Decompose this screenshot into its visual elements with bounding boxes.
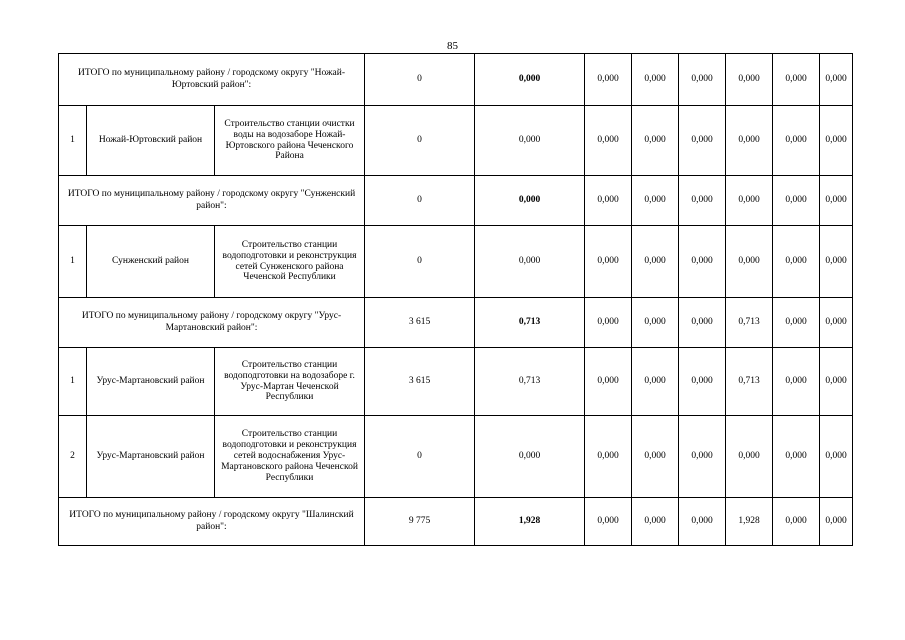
- value-cell: 0,000: [820, 416, 853, 498]
- district-cell: Урус-Мартановский район: [87, 348, 215, 416]
- value-cell: 0,000: [773, 416, 820, 498]
- value-cell: 0: [365, 176, 475, 226]
- value-cell: 0: [365, 226, 475, 298]
- total-row: [59, 176, 853, 226]
- value-cell: 0,000: [585, 176, 632, 226]
- row-number: 1: [59, 226, 87, 298]
- value-cell: 0,000: [585, 416, 632, 498]
- district-cell: Урус-Мартановский район: [87, 416, 215, 498]
- value-cell: 0,000: [585, 348, 632, 416]
- value-cell: 0,000: [726, 176, 773, 226]
- value-cell: 0,000: [632, 106, 679, 176]
- value-cell: 0,000: [585, 498, 632, 546]
- value-cell: 0,000: [773, 176, 820, 226]
- value-cell: 0,000: [773, 298, 820, 348]
- value-cell: 0,000: [773, 498, 820, 546]
- project-cell: Строительство станции водоподготовки и реконструкция сетей Сунженского района Чеченской Республики: [215, 226, 365, 298]
- value-cell: 1,928: [475, 498, 585, 546]
- budget-table: [58, 53, 853, 546]
- value-cell: 0,000: [726, 54, 773, 106]
- value-cell: 0,000: [585, 106, 632, 176]
- total-row: [59, 298, 853, 348]
- total-label: ИТОГО по муниципальному району / городскому округу "Шалинский район":: [59, 498, 365, 546]
- table-row: [59, 348, 853, 416]
- value-cell: 0,000: [820, 348, 853, 416]
- value-cell: 0,000: [726, 106, 773, 176]
- value-cell: 0,000: [820, 298, 853, 348]
- district-cell: Сунженский район: [87, 226, 215, 298]
- value-cell: 3 615: [365, 298, 475, 348]
- value-cell: 0,000: [773, 106, 820, 176]
- page-number: 85: [447, 40, 458, 52]
- value-cell: 0,000: [679, 498, 726, 546]
- value-cell: 0,000: [632, 54, 679, 106]
- value-cell: 0,000: [679, 176, 726, 226]
- value-cell: 9 775: [365, 498, 475, 546]
- value-cell: 0,713: [475, 298, 585, 348]
- value-cell: 0,000: [632, 176, 679, 226]
- total-row: [59, 498, 853, 546]
- value-cell: 0,000: [679, 106, 726, 176]
- value-cell: 0,000: [679, 298, 726, 348]
- total-row: [59, 54, 853, 106]
- value-cell: 0,000: [726, 416, 773, 498]
- value-cell: 0,000: [475, 106, 585, 176]
- project-cell: Строительство станции водоподготовки на водозаборе г. Урус-Мартан Чеченской Республики: [215, 348, 365, 416]
- value-cell: 0: [365, 54, 475, 106]
- value-cell: 0,000: [632, 298, 679, 348]
- total-label: ИТОГО по муниципальному району / городскому округу "Ножай-Юртовский район":: [59, 54, 365, 106]
- table-row: [59, 416, 853, 498]
- value-cell: 0,000: [679, 416, 726, 498]
- project-cell: Строительство станции водоподготовки и реконструкция сетей водоснабжения Урус-Мартановского района Чеченской Республики: [215, 416, 365, 498]
- value-cell: 0,000: [820, 106, 853, 176]
- value-cell: 0: [365, 106, 475, 176]
- value-cell: 0,000: [773, 54, 820, 106]
- total-label: ИТОГО по муниципальному району / городскому округу "Урус-Мартановский район":: [59, 298, 365, 348]
- value-cell: 0,000: [726, 226, 773, 298]
- value-cell: 1,928: [726, 498, 773, 546]
- value-cell: 0,000: [475, 416, 585, 498]
- value-cell: 0,000: [585, 298, 632, 348]
- value-cell: 0: [365, 416, 475, 498]
- row-number: 1: [59, 348, 87, 416]
- value-cell: 0,000: [820, 54, 853, 106]
- total-label: ИТОГО по муниципальному району / городскому округу "Сунженский район":: [59, 176, 365, 226]
- value-cell: 0,713: [726, 348, 773, 416]
- table-row: [59, 106, 853, 176]
- value-cell: 0,000: [679, 348, 726, 416]
- district-cell: Ножай-Юртовский район: [87, 106, 215, 176]
- value-cell: 0,000: [820, 498, 853, 546]
- value-cell: 0,000: [679, 54, 726, 106]
- value-cell: 0,000: [632, 416, 679, 498]
- value-cell: 0,000: [585, 226, 632, 298]
- value-cell: 0,000: [475, 54, 585, 106]
- value-cell: 0,000: [773, 348, 820, 416]
- value-cell: 3 615: [365, 348, 475, 416]
- value-cell: 0,000: [632, 226, 679, 298]
- value-cell: 0,000: [632, 498, 679, 546]
- value-cell: 0,000: [632, 348, 679, 416]
- project-cell: Строительство станции очистки воды на водозаборе Ножай-Юртовского района Чеченского Района: [215, 106, 365, 176]
- table-row: [59, 226, 853, 298]
- value-cell: 0,000: [475, 226, 585, 298]
- value-cell: 0,713: [726, 298, 773, 348]
- value-cell: 0,713: [475, 348, 585, 416]
- value-cell: 0,000: [820, 226, 853, 298]
- value-cell: 0,000: [679, 226, 726, 298]
- value-cell: 0,000: [475, 176, 585, 226]
- row-number: 2: [59, 416, 87, 498]
- value-cell: 0,000: [585, 54, 632, 106]
- value-cell: 0,000: [820, 176, 853, 226]
- value-cell: 0,000: [773, 226, 820, 298]
- row-number: 1: [59, 106, 87, 176]
